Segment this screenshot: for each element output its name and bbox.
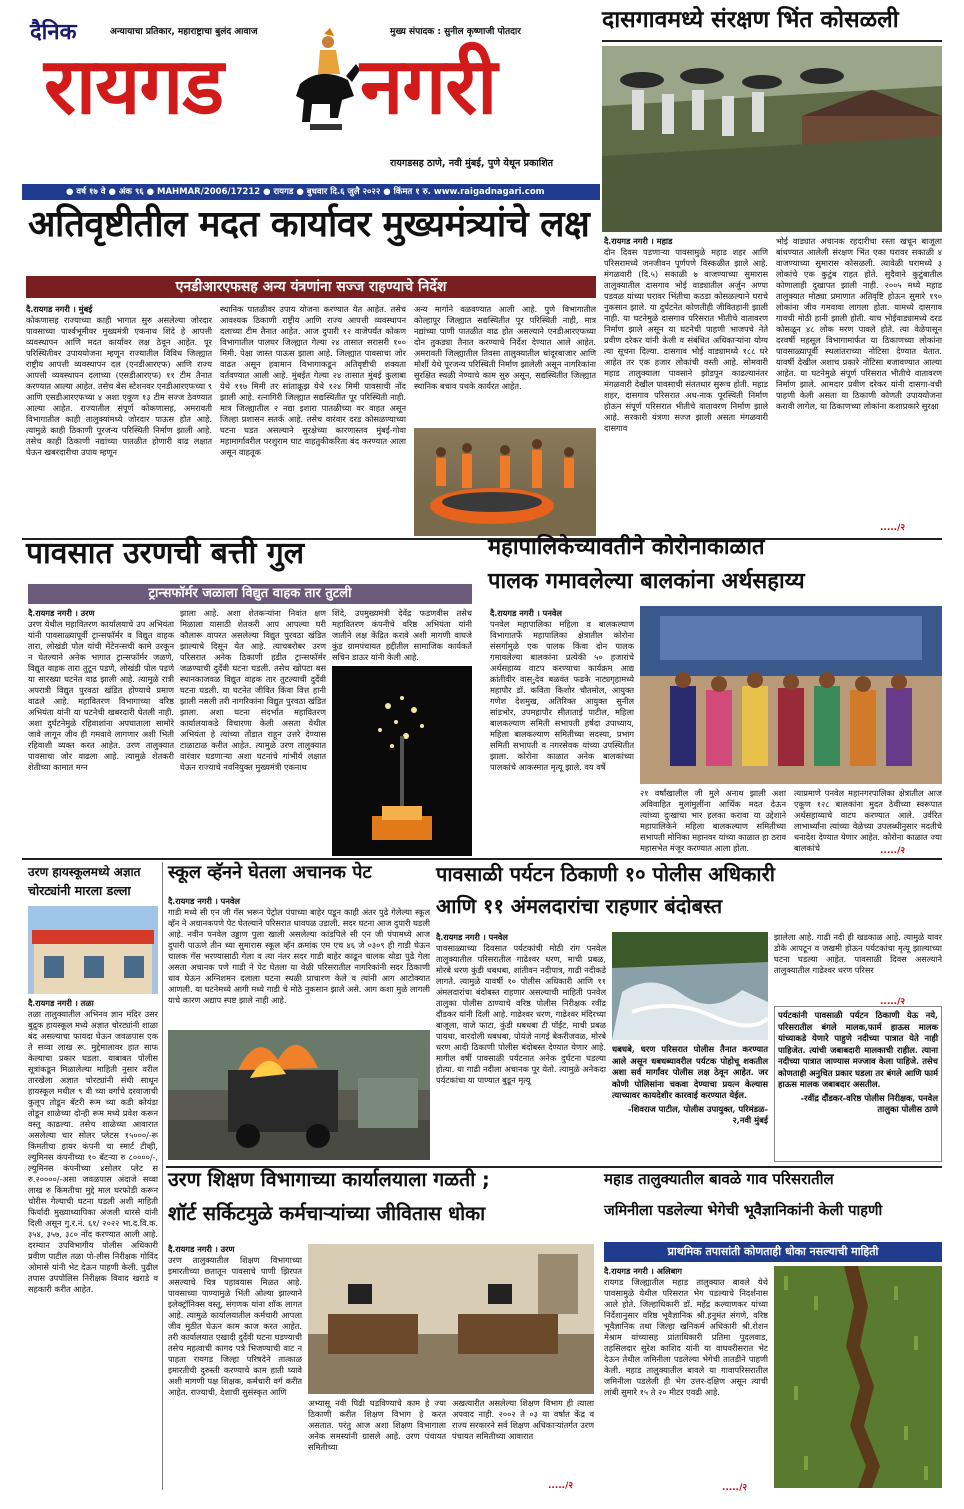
story8-continue: ...../२ (548, 1481, 574, 1491)
transformer-fire-photo (332, 666, 472, 856)
story6-byline: दै.रायगड नगरी । पनवेल (168, 896, 240, 906)
river-rapids-photo (612, 932, 768, 1040)
aid-event-photo (640, 606, 942, 784)
story8-col1 (168, 1244, 302, 1488)
masthead-editor: मुख्य संपादक : सुनील कृष्णाजी पोतदार (390, 27, 521, 37)
story1-subhead: एनडीआरएफसह अन्य यंत्रणांना सज्ज राहण्याचे निर्देश (26, 276, 596, 298)
story7-continue: ...../२ (880, 997, 906, 1007)
story4-headline-line2: पालक गमावलेल्या बालकांना अर्थसहाय्य (488, 569, 805, 594)
ground-crack-photo (774, 1266, 942, 1488)
story3-headline: पावसात उरणची बत्ती गुल (26, 536, 305, 571)
story7-col2 (774, 932, 942, 994)
story1-col1-text: कोकणासह राज्याच्या काही भागात सुरु असलेल्या जोरदार पावसाच्या पार्श्वभूमीवर मुख्यमंत्री एकनाथ शिंदे हे आपत्ती व्यवस्थापन आणि मदत कार्यावर लक्ष ठेवून आहेत. पूर परिस्थितीवर उपाययोजना म्हणून राज्यातील विविध जिल्ह्यात राष्ट्रीय आपत्ती व्यवस्थापन दल (एनडीआरएफ) आणि राज्य आपत्ती व्यवस्थापन दलाच्या (एसडीआरएफ) ११ टीम तैनात करण्यात आल्या आहेत. तसेच बेस स्टेशनवर एनडीआरएफच्या ९ आणि एसडीआरएफच्या ४ अशा एकूण १३ टीम सज्ज ठेवण्यात आल्या आहेत. राज्यातील संपूर्ण कोकणासह, अमरावती विभागातील काही तालुक्यांमध्ये जोरदार पाऊस होत आहे. त्यामुळे काही ठिकाणी पूरजन्य परिस्थिती निर्माण झाली आहे. तसेच काही ठिकाणी नद्यांच्या पातळीत होणारी वाढ लक्षात घेऊन खबरदारीचा उपाय म्हणून (26, 315, 212, 457)
story9-byline: दै.रायगड नगरी । अलिबाग (604, 1266, 683, 1276)
story8-col3 (452, 1398, 594, 1488)
story9-body-text: रायगड जिल्ह्यातील महाड तालुक्यात बावले येथे पावसामुळे येथील परिसरात भेग पडल्याचे निदर्शनास आले होते. जिल्हाधिकारी डॉ. महेंद्र कल्याणकर यांच्या निर्देशानुसार वरिष्ठ भूवैज्ञानिक श्री.हनुमंत संगणे, वरिष्ठ भूवैज्ञानिक तथा जिल्हा खनिकर्म अधिकारी श्री.रोशन मेश्राम यांच्यासह प्रांताधिकारी प्रतिमा पुदलवाड, तहसिलदार सुरेश काशिद यांनी या वाघवरीसरात भेट देऊन तेथील जमिनीला पडलेल्या भेगेची तातडीने पाहणी केली. महाड तालुक्यातील बावले या गावापरिसरातील जमिनीला पडलेली ही भेग उत्तर-दक्षिण असून त्याची लांबी सुमारे १५ ते २० मीटर एवढी आहे. (604, 1277, 768, 1397)
school-building-photo (28, 906, 158, 994)
story5-byline: दै.रायगड नगरी । तळा (28, 998, 94, 1008)
story4-col1-text: पनवेल महापालिका महिला व बालकल्याण विभागातर्फे महापालिका क्षेत्रातील कोरोना संसर्गामुळे एक पालक किंवा दोन पालक गमावलेल्या बालकांना प्रत्येकी ५० हजारांचे अर्थसहाय्य वाटप करण्याचा कार्यक्रम आद्य क्रांतीवीर वास-ुदेव बळवंत फडके नाट्यगृहामध्ये महापौर डॉ. कविता किशोर चौतमोल, आयुक्त गणेश देशमुख, अतिरिक्त आयुक्त सुनील सांडभोर, उपमहापौर सीताताई पाटील, महिला बालकल्याण समिती सभापती हर्षदा उपाध्याय, महिला बालकल्याण समितीच्या सदस्या, प्रभाग समिती सभापती व नगरसेवक यांच्या उपस्थितीत झाला. कोरोना काळात अनेक बालकांच्या पालकांचे आकस्मात मृत्यू झाले. वय वर्षे (490, 619, 634, 772)
story5-headline-line2: चोरट्यांनी मारला डल्ला (28, 883, 131, 898)
story7-quote2 (774, 1006, 942, 1162)
story4-col3 (794, 788, 942, 856)
story2-col1-text: दोन दिवस पडणाऱ्या पावसामुळे महाड शहर आणि परिसरामध्ये जनजीवन पूर्णपणे विस्कळीत झाले आहे. मंगळवारी (दि.५) सकाळी ७ वाजण्याच्या सुमारास तालुक्यातील दासगाव भोई वाड्यातील अर्जुन अण्पा पडवळ यांच्या घरावर भिंतीचा कठडा कोसळल्याने घराचे नुकसान झाले. या दुर्घटनेत कोणतीही जीवितहानी झाली नाही. या घटनेमुळे दासगाव परिसरात भीतीचे वातावरण निर्माण झाले असून या घटनेची पाहणी भाजपचे नेते प्रवीण दरेकर यांनी केली व संबंधित अधिकाऱ्यांना योग्य त्या सूचना दिल्या. दासगाव भोई वाड्यामध्ये १८८ घरे आहेत तर एक हजार लोकांची वस्ती आहे. सोमवारी महाड तालुक्याला पावसाने झोडपून काढल्यानंतर मंगळवारी देखील पावसाची संततधार सुरूच होती. महाड शहर, दासगाव परिसरात अध-नाक पूरस्थिती निर्माण होऊन संपूर्ण परिसरात भीतीचे वातावरण निर्माण झाले आहे. सरकारी यंत्रणा सज्ज झाली असता मंगळवारी दासगाव (604, 247, 768, 433)
story8-col2 (308, 1398, 446, 1488)
masthead-tagline: रायगडसह ठाणे, नवी मुंबई, पुणे येथून प्रकाशित (390, 158, 554, 169)
story9-headline-line1: महाड तालुक्यातील बावळे गाव परिसरातील (604, 1170, 834, 1188)
story3-col2-text: झाला आहे. अशा शेतकऱ्यांना निवांत क्षण मिळाला यासाठी शेतकरी आप आपल्या घरी कौलारू वापरत असलेल्या विद्युत पुरवठा खंडित झाल्याचे दिसून येत आहे. त्याचबरोबर उरण परिसरात अनेक ठिकाणी हडीत ट्रान्सफॉर्मर जळण्याची दुर्देवी घटना घडली. तसेच खोपटा बस स्थानकाजवळ विद्युत वाहक तार तुटल्याची दुर्देवी घटना घडली. या घटनेत जीवित किंवा वित्त हानी झाली नसली तरी नागरिकांना विद्युत पुरवठा खंडित झाला. अशा घटना संदर्भात महावितरण कार्यालयाकडे विचारणा केली असता येथील अभियंता हे त्यांच्या तोंडात राहून उत्तरे देण्यास टाळाटाळ करीत आहेत. त्यामुळे उरण तालुक्यात वारंवार घडणाऱ्या अशा घटनांचे गांभीर्य लक्षात घेऊन राज्याचे नवनियुक्त मुख्यमंत्री एकनाथ (180, 608, 326, 772)
story4-continue: ...../२ (880, 846, 906, 856)
story7-col2-text: झालेला आहे. गाढी नदी ही खडकाळ आहे. त्यामुळे यावर डोके आपटून व जखमी होऊन पर्यटकांचा मृत्यू झाल्याच्या घटना घडल्या आहेत. पावसाळी दिवस असल्याने तालुक्यातील गाढेश्वर धरण परिसर (774, 932, 942, 975)
story3-col2 (180, 608, 326, 856)
story8-col3-text: अखत्यारीत असलेल्या शिक्षण विभाग ही त्याला अपवाद नाही. २००२ ते ०३ या वर्षात केंद्र व राज्य सरकारने सर्व शिक्षण अधिकाऱ्यांतर्गत उरण पंचायत समितीच्या आवारात (452, 1398, 594, 1441)
story4-col2 (640, 788, 786, 856)
col-rule-left (162, 862, 163, 1490)
story2-col2-text: भोई वाड्यात अचानक रहदारीचा रस्ता खचून बाजूला बांधण्यात आलेली संरक्षण भिंत एका घरावर सकाळी ४ वाजण्याच्या सुमारास कोसळली. त्यावेळी घरामध्ये ३ लोकांचे एक कुटुंब राहत होते. सुदैवाने कुटुंबातील कोणालाही दुखापत झाली नाही. २००५ मध्ये महाड तालुक्यात मोठ्या प्रमाणात अतिवृष्टि होऊन सुमारे १९० लोकांना जीव गमवावा लागला होता. यामध्ये दासगाव गावची मोठी हानी झाली होती. याच भोईवाड्यामध्ये दरड कोसळून ४८ लोक मरण पावले होते. त्या वेळेपासून दरवर्षी महसूल विभागामार्फत या ठिकाणच्या लोकांना पावसाळ्यापूर्वी स्थलांतराच्या नोटिसा देण्यात येतात. यावर्षी देखील अशाच प्रकारे नोटिसा बजावण्यात आल्या आहेत. या घटनेमुळे संपूर्ण परिसरात भीतीचे वातावरण निर्माण झाले. आमदार प्रवीण दरेकर यांनी दासगा-वची पाहणी केली असता या ठिकाणी कोणती उपाययोजना करावी लागेल, या ठिकाणच्या लोकांना कशाप्रकारे सुरक्षा (776, 236, 942, 411)
story1-col2-text: स्थानिक पातळीवर उपाय योजना करण्यात येत आहेत. तसेच आवश्यक ठिकाणी राष्ट्रीय आणि राज्य आपत्ती व्यवस्थापन दलाच्या टीम तैनात आहेत. आज दुपारी १२ वाजेपर्यंत कोकण विभागातील पालघर जिल्ह्यात गेल्या २४ तासात सरासरी १०० मिमी. पेक्षा जास्त पाऊस झाला आहे. जिल्ह्यात पावसाचा जोर वाढत असून हवामान विभागाकडून अतिवृष्टीची शक्यता वर्तवण्यात आली आहे. मुंबईत गेल्या २४ तासात मुंबई कुलाबा येथे ११७ मिमी तर सांताक्रूझ येथे १२४ मिमी पावसाची नोंद झाली आहे. रत्नागिरी जिल्ह्यात सद्यस्थितीत पूर परिस्थिती नाही. मात्र जिल्ह्यातील २ नद्या इशारा पातळीच्या वर वाहत असून जिल्हा प्रशासन सतर्क आहे. तसेच वारंवार दरड कोसळण्याच्या घटना घडत असल्याने सुरक्षेच्या कारणास्तव मुंबई-गोवा महामार्गावरील परशुराम घाट वाहतुकीकरिता बंद करण्यात आला असून वाहतूक (220, 304, 406, 457)
rescue-boat-photo (414, 428, 596, 536)
story8-headline-line1: उरण शिक्षण विभागाच्या कार्यालयाला गळती ; (168, 1168, 490, 1191)
story2-byline: दै.रायगड नगरी । महाड (604, 236, 673, 246)
story1-headline: अतिवृष्टीतील मदत कार्यावर मुख्यमंत्र्यांचे लक्ष (28, 204, 590, 245)
masthead (22, 10, 600, 202)
story9-body (604, 1266, 768, 1488)
story6-headline: स्कूल व्हॅनने घेतला अचानक पेट (168, 862, 372, 883)
story4-byline: दै.रायगड नगरी । पनवेल (490, 608, 562, 618)
story4-col3-text: त्याप्रमाणे पनवेल महानगरपालिका क्षेत्रातील आज एकूण १२८ बालकांना मुदत ठेवीच्या स्वरूपात अर्थसहाय्याचे वाटप करण्यात आले. उर्वरित लाभार्थ्यांना त्यांच्या वेळेच्या उपलब्धीनुसार मदतीचे धनादेश देण्यात येणार आहेत. कोरोना काळात ज्या बालकांचे (794, 788, 942, 853)
story6-body (168, 896, 430, 1024)
story2-headline: दासगावमध्ये संरक्षण भिंत कोसळली (602, 7, 899, 33)
story7-headline-line1: पावसाळी पर्यटन ठिकाणी १० पोलीस अधिकारी (436, 862, 775, 886)
story7-quote1-signature: -शिवराज पाटील, पोलीस उपायुक्त, परिमंडळ- २,नवी मुंबई (627, 1103, 768, 1125)
story3-subhead: ट्रान्सफॉर्मर जळाला विद्युत वाहक तार तुटली (28, 584, 472, 604)
story9-headline-line2: जमिनीला पडलेल्या भेगेची भूवैज्ञानिकांनी केली पाहणी (604, 1203, 883, 1219)
story2-col2 (776, 236, 942, 518)
masthead-daily: दैनिक (30, 20, 77, 45)
story4-headline-line1: महापालिकेच्यावतीने कोरोनाकाळात (488, 535, 765, 560)
story2-col1 (604, 236, 768, 518)
warrior-logo (290, 26, 362, 148)
story8-headline-line2: शॉर्ट सर्किटमुळे कर्मचाऱ्यांच्या जीवितास धोका (168, 1202, 486, 1225)
story1-col3 (414, 304, 596, 424)
story7-col1-text: पावसाळ्याच्या दिवसात पर्यटकांची मोठी रांग पनवेल तालुक्यातील परिसरातील गाढेश्वर धरण, माची प्रबळ, मोरबे धरण कुंडी धबधबा, शांतीवन नदीपात्र, गाढी नदीकडे लागते. त्यामुळे यावर्षी १० पोलीस अधिकारी आणि ११ अंमलदारांचा बंदोबस्त राहणार असल्याची माहिती पनवेल तालुका पोलीस ठाण्याचे वरिष्ठ पोलीस निरीक्षक रवींद्र दौंडकर यांनी दिली आहे. गाढेश्वर धरण, गाढेश्वर मंदिरच्या बाजूला, वाजे फाटा, कुंडी धबधबा टी पॉईंट, माची प्रबळ पायथा, वारदोली धबधबा, पोयंजे नागई बेकरीजवळ, मोरबे धरण आदी ठिकाणी पोलीस बंदोबस्त देण्यात येणार आहे. मागील वर्षी पावसाळी पर्यटनात अनेक दुर्घटना घडल्या होत्या. या गाढी नदीला अचानक पूर येतो. त्यामुळे अनेकदा पर्यटकांचा या पाण्यात बुडून मृत्यू (436, 943, 606, 1085)
story3-col1 (28, 608, 174, 856)
story5-body (28, 998, 158, 1488)
story1-col2 (220, 304, 406, 538)
masthead-info-bar: ● वर्ष १७ वे ● अंक ९६ ● MAHMAR/2006/17212 ● रायगड ● बुधवार दि.६ जुलै २०२२ ● किंमत १ रु. www.raigadnagari.com (22, 184, 600, 200)
story7-byline: दै.रायगड नगरी । पनवेल (436, 932, 508, 942)
story9-subhead: प्राथमिक तपासांती कोणताही धोका नसल्याची माहिती (604, 1242, 942, 1262)
masthead-name-right: नगरी (360, 42, 497, 132)
wall-collapse-photo (602, 46, 942, 232)
story8-col1-text: उरण तालुक्यातील शिक्षण विभागाच्या इमारतीच्या छतातून पावसाचे पाणी झिरपत असल्याचे चित्र पहावयास मिळत आहे. पावसाच्या पाण्यामुळे भिंती ओल्या झाल्याने इलेक्ट्रॉनिक्स वस्तू, संगणक यांना शॉक लागत आहे. त्यामुळे कार्यालयातील कर्मचारी आपला जीव मुठीत घेऊन काम काज करत आहेत. तरी कार्यालयात एखादी दुर्देवी घटना घडण्याची तसेच महत्वाची कागद पत्रे भिजण्याची वाट न पाहता रायगड जिल्हा परिषदेने तात्काळ इमारतीची दुरुस्ती करण्याचे काम हाती घ्यावे अशी मागणी पक्ष शिक्षक, कर्मचारी वर्ग करीत आहेत. राज्याची, देशाची सुसंस्कृत आणि (168, 1255, 302, 1397)
story3-col3-text: शिंदे, उपमुख्यमंत्री देवेंद्र फडणवीस तसेच महावितरण कंपनीचे वरिष्ठ अभियंता यांनी जातीने लक्ष केंद्रित करावे अशी मागणी वाघजे कुंड ग्रामपंचायत हद्दीतील सामाजिक कार्यकर्ते सचिन डाऊर यांनी केली आहे. (332, 608, 472, 662)
story3-col1-text: उरण येथील महावितरण कार्यालयाचे उप अभियंता यांनी पावसाळ्यापूर्वी ट्रान्सफॉर्मर व विद्युत वाहक तारा, लोखंडी पोल यांची मेंटेनन्सची कामे उरकून न घेतल्याने अनेक भागात ट्रान्सफॉर्मर जळणे, विद्युत वाहक तारा तुटून पडणे, लोखंडी पोल पडणे या सारख्या घटनेत वाढ झाली आहे. त्यामुळे रात्री अपरात्री विद्युत पुरवठा खंडित होण्याचे प्रमाण वाढले आहे. महावितरण विभागाच्या वरिष्ठ अभियंता यांनी या घटनेची खबरदारी घेतली नाही. अशा दुर्घटनेमुळे रहिवाशांना अपघाताला सामोरे जावे लागून जीव ही गमवावे लागणार अशी भिती रहिवाशी व्यक्त करत आहेत. उरण तालुक्यात पावसाचा जोर वाढला आहे. त्यामुळे शेतकरी शेतीच्या कामात मग्न (28, 619, 174, 772)
story7-quote2-text: पर्यटकांनी पावसाळी पर्यटन ठिकाणी येऊ नये, परिसरातील बंगले मालक,फार्म हाऊस मालक यांच्याकडे येणारे पाहुणे नदीच्या पात्रात येते नाही पाहिजेत. त्यांची जबाबदारी मालकाची राहील. त्याना नदीच्या पात्रात जाण्यास मज्जाव केला पाहिजे. तसेच कोणताही अनुचित प्रकार घडला तर बंगले आणि फार्म हाऊस मालक जबाबदार असतील. (778, 1010, 938, 1089)
story2-continue: ...../२ (880, 523, 906, 533)
story7-quote2-signature: -रवींद्र दौंडकर-वरिष्ठ पोलीस निरीक्षक, पनवेल तालुका पोलीस ठाणे (800, 1092, 938, 1114)
story3-byline: दै.रायगड नगरी । उरण (28, 608, 95, 618)
masthead-slogan: अन्यायाचा प्रतिकार, महाराष्ट्राचा बुलंद आवाज (110, 27, 258, 37)
story9-continue: ...../२ (722, 1483, 748, 1493)
story3-col3 (332, 608, 472, 664)
story5-body-text: तळा तालुक्यातील अभिनव ज्ञान मंदिर उसर बुद्रुक हायस्कूल मध्ये अज्ञात चोरट्यांनी शाळा बंद असल्याचा फायदा घेऊन जवळपास एक ते सव्वा लाख रू. मुद्देमालावर हात साफ केल्याचा प्रकार घडला. याबाबत पोलीस सूत्रांकडून मिळालेल्या माहिती नुसार वरील तारखेला अज्ञात चोरट्यांनी संधी साधून हायस्कूल मधील ९ वी च्या वर्गाचे दरवाजाची कुलूप तोडून बॅटरी रूम च्या कडी कोयंडा तोडून शाळेच्या दोन्ही रूम मध्ये प्रवेश करून वस्तू काढल्या. तसेच शाळेच्या आवारात असलेल्या चार सोलर प्लेटस १५०००/-रू किमतीचा हायर कंपनी चा स्मार्ट टीव्ही, ल्युमिनस कंपनीच्या १० बॅटऱ्या रु ८००००/-, ल्युमिनस कंपनीच्या ४सोलर प्लेट स रु.२००००/-असा जवळपास अंदाजे सव्वा लाख रु किमतीचा मुद्दे माल घरफोडी करून चोरीस गेल्याची घटना घडली अशी माहिती फिर्यादी मुख्याध्यापिका अंजली धारसे यांनी दिली असून गु.र.नं. ६१/ २०२२ भा.द.वि.क. ३५४, ३५७, ३८० नोंद करण्यात आली आहे. दरम्यान उपविभागीय पोलीस अधिकारी प्रवीण पाटील तळा पो-लीस निरीक्षक गोविंद ओमासे यांनी भेट देऊन पाहणी केली. पुढील तपास उपपोलिस निरीक्षक विवाद खराडे व सहकारी करीत आहेत. (28, 1009, 158, 1294)
van-fire-photo (168, 1030, 430, 1160)
divider-2 (22, 858, 942, 860)
story1-col1 (26, 304, 212, 538)
story6-body-text: गाडी मध्ये सी एन जी गॅस भरून पेट्रोल पंपाच्या बाहेर पडून काही अंतर पुढे गेलेल्या स्कूल व्हॅन ने अचानकपणे पेट घेतल्याने परिसरात धावपळ उडाली. सदर घटना आज दुपारी घडली आहे. नवीन पनवेल उड्डाण पुला खाली असलेल्या कांडपिले सी एन जी पंपामध्ये आज दुपारी पाऊणे तीन च्या सुमारास स्कूल व्हॅन क्रमांक एम एच ४६ जे ०३०९ ही गाडी घेऊन चालक गॅस भरण्यासाठी गेला व त्या नंतर सदर गाडी बाहेर काढून चालक थोडा पुढे गेला असता अचानक पणे गाडी ने पेट घेतला या वेळी परिसरातील नागरिकांनी सदर ठिकाणी धाव घेऊन अग्निशमन दलाला घटना स्थळी प्राचारण केले व त्यांनी आग आटोक्यात आणली. या घटनेमध्ये आगी मध्ये गाडी चे मोठे नुकसान झाले असे. आग कशा मुळे लागली याचे कारण अद्याप स्पष्ट झाले नाही आहे. (168, 907, 430, 1005)
story8-col2-text: अभ्यासू नवी पिढी घडविण्याचे काम हे ज्या ठिकाणी करीत शिक्षण विभाग हे करत असतात. परंतु आज अशा शिक्षण विभागाला अनेक समस्यांनी ग्रासले आहे. उरण पंचायत समितीच्या (308, 1398, 446, 1452)
story7-quote1-text: धबधबे, धरण परिसरात पोलीस तैनात करण्यात आले असून धबधब्यावरील पर्यटक पोहोचू शकतील अशा सर्व मार्गांवर पोलीस लक्ष ठेवून आहेत. जर कोणी पोलिसांना चकवा देण्याचा प्रयत्न केल्यास त्याच्यावर कायदेशीर कारवाई करण्यात येईल. (612, 1044, 768, 1100)
story4-col1 (490, 608, 634, 856)
office-leak-photo (308, 1244, 594, 1394)
story1-byline: दै.रायगड नगरी । मुंबई (26, 304, 93, 314)
story1-col3-text: अन्य मार्गाने वळवण्यात आली आहे. पुणे विभागातील कोल्हापूर जिल्ह्यात सद्यस्थितीत पूर परिस्थिती नाही, मात्र नद्यांच्या पाणी पातळीत वाढ होत असल्याने एनडीआरएफच्या दोन तुकड्या तैनात करण्याचे निर्देश देण्यात आले आहेत. अमरावती जिल्ह्यातील तिवसा तालुक्यातील चांदूरबाजार आणि मोर्शी येथे पूरजन्य परिस्थिती निर्माण झालेली असून नागरिकांना सुरक्षित स्थळी नेण्याचे काम सुरु असून, सद्यस्थितीत जिल्ह्यात स्थानिक बचाव पथके कार्यरत आहेत. (414, 304, 596, 391)
masthead-name-left: रायगड (44, 42, 223, 132)
story7-headline-line2: आणि ११ अंमलदारांचा राहणार बंदोबस्त (436, 894, 723, 918)
story8-byline: दै.रायगड नगरी । उरण (168, 1244, 235, 1254)
story7-col1 (436, 932, 606, 1166)
story7-quote1 (612, 1044, 768, 1162)
story2-rule (602, 40, 942, 42)
story5-headline-line1: उरण हायस्कूलमध्ये अज्ञात (28, 865, 141, 879)
story4-col2-text: २१ वर्षांखालील जी मुले अनाथ झाली अशा अविवाहित मुलांमुलींना आर्थिक मदत देऊन त्यांच्या दुःखाचा भार हलका करावा या उद्देशाने महापालिकेने महिला बालकल्याण समितीच्या सभापती मोनिका महानवर यांच्या काळात हा ठराव महासभेत मंजूर करण्यात आला होता. (640, 788, 786, 853)
